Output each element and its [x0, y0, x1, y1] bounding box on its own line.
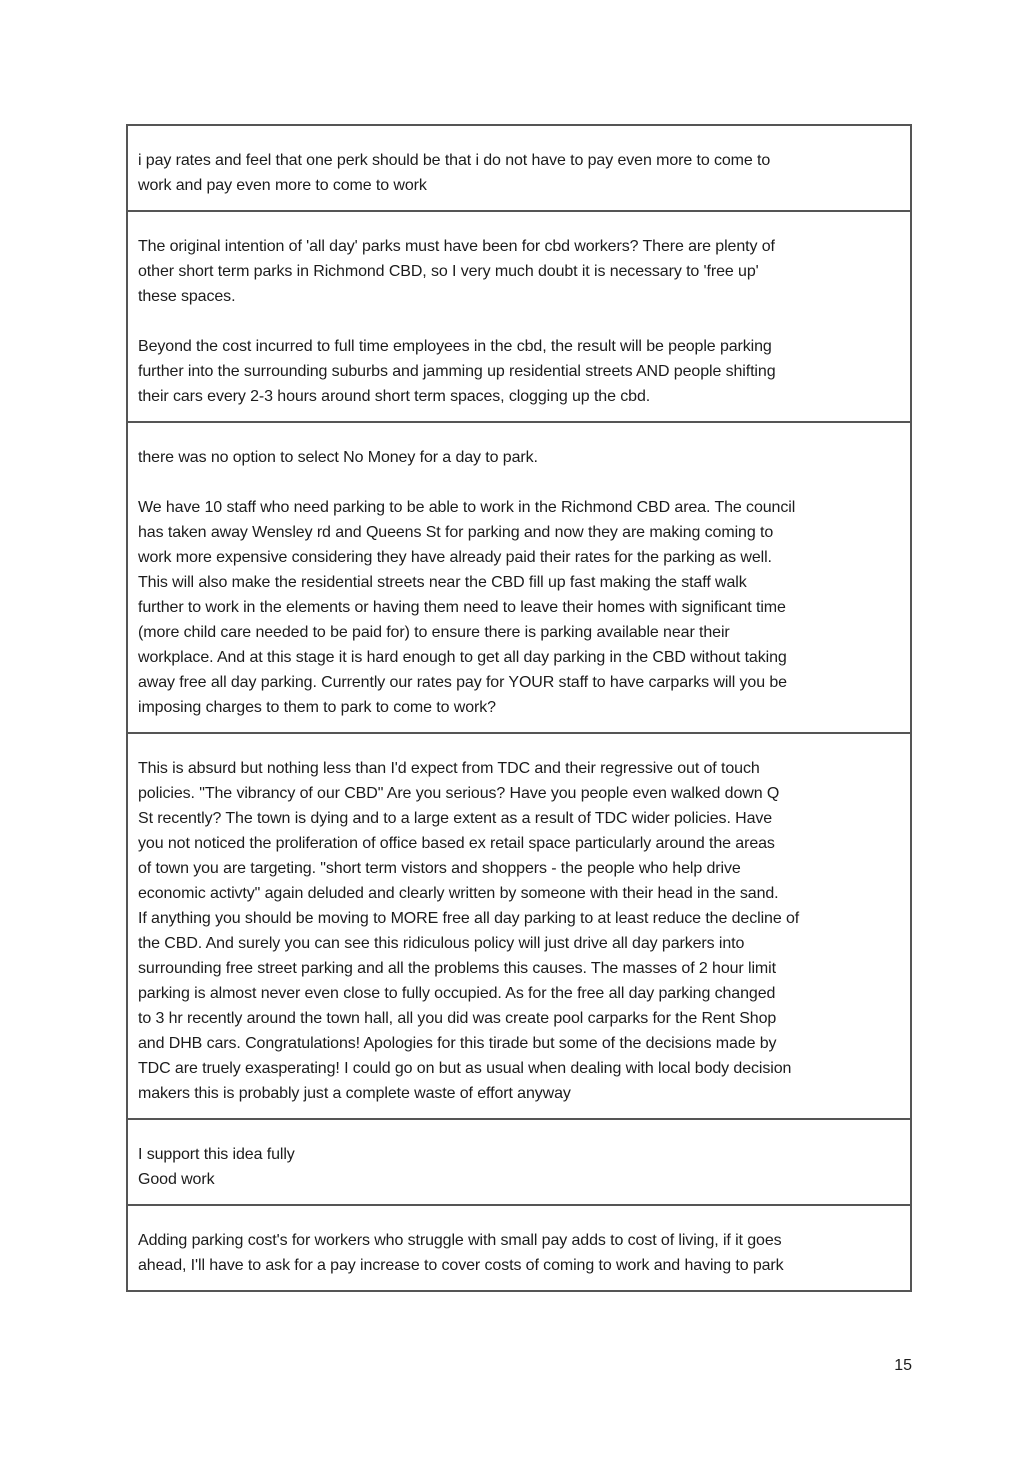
response-row — [128, 732, 910, 1118]
response-row — [128, 1204, 910, 1290]
response-text: Beyond the cost incurred to full time employees in the cbd, the result will be people parking further into the surrounding suburbs and jamming up residential streets AND people shifting their cars every 2-3 hours around short term spaces, clogging up the cbd. — [138, 338, 776, 405]
responses-table — [126, 124, 912, 1292]
response-text: We have 10 staff who need parking to be able to work in the Richmond CBD area. The council has taken away Wensley rd and Queens St for parking and now they are making coming to work more expensive considering they have already paid their rates for the parking as well. This will also make the residential streets near the CBD fill up fast making the staff walk further to work in the elements or having them need to leave their homes with significant time (more child care needed to be paid for) to ensure there is parking available near their workplace. And at this stage it is hard enough to get all day parking in the CBD without taking away free all day parking. Currently our rates pay for YOUR staff to have carparks will you be imposing charges to them to park to come to work? — [138, 499, 796, 716]
response-text: i pay rates and feel that one perk should be that i do not have to pay even more to come to work and pay even more to come to work — [138, 152, 771, 194]
response-row — [128, 210, 910, 421]
response-row — [128, 421, 910, 732]
response-text: This is absurd but nothing less than I'd expect from TDC and their regressive out of touch policies. "The vibrancy of our CBD" Are you serious? Have you people even walked down Q St recently? The town is dying and to a large extent as a result of TDC wider policies. Have you not noticed the proliferation of office based ex retail space particularly around the areas of town you are targeting. "short term vistors and shoppers - the people who help drive economic activty" again deluded and clearly written by someone with their head in the sand. If anything you should be moving to MORE free all day parking to at least reduce the decline of the CBD. And surely you can see this ridiculous policy will just drive all day parkers into surrounding free street parking and all the problems this causes. The masses of 2 hour limit parking is almost never even close to fully occupied. As for the free all day parking changed to 3 hr recently around the town hall, all you did was create pool carparks for the Rent Shop and DHB cars. Congratulations! Apologies for this tirade but some of the decisions made by TDC are truely exasperating! I could go on but as usual when dealing with local body decision makers this is probably just a complete waste of effort anyway — [138, 760, 800, 1102]
response-row — [128, 126, 910, 210]
response-text: Adding parking cost's for workers who struggle with small pay adds to cost of living, if it goes ahead, I'll have to ask for a pay increase to cover costs of coming to work and having to park — [138, 1232, 784, 1274]
response-row — [128, 1118, 910, 1204]
response-text: The original intention of 'all day' parks must have been for cbd workers? There are plenty of other short term parks in Richmond CBD, so I very much doubt it is necessary to 'free up' these spaces. — [138, 238, 775, 305]
response-text: I support this idea fully Good work — [138, 1146, 295, 1188]
page-number: 15 — [894, 1357, 912, 1374]
response-text: there was no option to select No Money for a day to park. — [138, 449, 538, 466]
